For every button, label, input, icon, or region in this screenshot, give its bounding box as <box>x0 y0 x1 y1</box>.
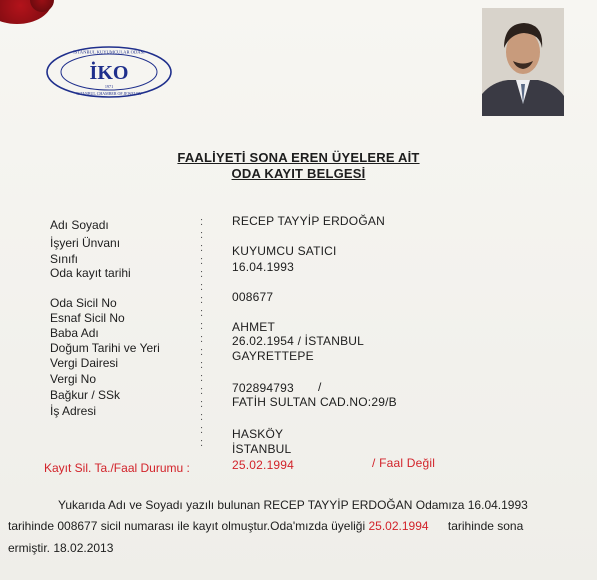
colon-separator: : <box>200 320 204 332</box>
footer-text-line2-part1: tarihinde 008677 sicil numarası ile kayıt olmuştur.Oda'mızda üyeliği <box>8 519 366 533</box>
value-faal-durumu: / Faal Değil <box>372 456 436 470</box>
document-title-line1: FAALİYETİ SONA EREN ÜYELERE AİT <box>177 150 420 165</box>
label-dogum-tarihi: Doğum Tarihi ve Yeri <box>50 341 160 355</box>
colon-separator: : <box>200 294 204 306</box>
value-vergi-no-separator: / <box>318 380 322 394</box>
label-baba-adi: Baba Adı <box>50 326 99 340</box>
label-esnaf-sicil-no: Esnaf Sicil No <box>50 311 125 325</box>
footer-text-line2-part2: tarihinde sona <box>447 519 524 533</box>
colon-separator: : <box>200 281 204 293</box>
colon-separator: : <box>200 411 204 423</box>
portrait-photo <box>482 8 564 116</box>
colon-separator: : <box>200 242 204 254</box>
logo-year-text: 1971 <box>104 84 114 89</box>
label-vergi-dairesi: Vergi Dairesi <box>50 356 119 370</box>
label-oda-kayit-tarihi: Oda kayıt tarihi <box>50 266 131 280</box>
label-isyeri-unvani: İşyeri Ünvanı <box>50 236 121 250</box>
value-kayit-sil-tarihi: 25.02.1994 <box>232 458 295 472</box>
value-vergi-dairesi: GAYRETTEPE <box>232 349 314 363</box>
value-oda-kayit-tarihi: 16.04.1993 <box>232 260 295 274</box>
colon-separator: : <box>200 333 204 345</box>
document-title-line2: ODA KAYIT BELGESİ <box>231 166 366 181</box>
footer-end-date: 25.02.1994 <box>368 519 429 533</box>
value-is-adresi-line1: FATİH SULTAN CAD.NO:29/B <box>232 395 397 409</box>
iko-logo <box>44 44 174 100</box>
label-vergi-no: Vergi No <box>50 372 97 386</box>
value-vergi-no: 702894793 <box>232 381 294 395</box>
colon-separator: : <box>200 216 204 228</box>
footer-text-line3: ermiştir. 18.02.2013 <box>8 541 114 555</box>
value-dogum-tarihi: 26.02.1954 / İSTANBUL <box>232 334 365 348</box>
colon-separator: : <box>200 372 204 384</box>
value-sinifi: KUYUMCU SATICI <box>232 244 337 258</box>
footer-text-line2 <box>8 519 523 533</box>
colon-separator: : <box>200 229 204 241</box>
colon-separator: : <box>200 346 204 358</box>
label-sinifi: Sınıfı <box>50 252 79 266</box>
colon-separator: : <box>200 385 204 397</box>
colon-separator: : <box>200 398 204 410</box>
logo-ring-bottom-text: ISTANBUL CHAMBER OF JEWELRY <box>76 91 142 96</box>
colon-separator: : <box>200 268 204 280</box>
label-kayit-sil-faal-durumu: Kayıt Sil. Ta./Faal Durumu : <box>44 461 190 475</box>
label-ad-soyad: Adı Soyadı <box>50 218 109 232</box>
footer-text-line1: Yukarıda Adı ve Soyadı yazılı bulunan RECEP TAYYİP ERDOĞAN Odamıza 16.04.1993 <box>58 498 528 512</box>
label-oda-sicil-no: Oda Sicil No <box>50 296 117 310</box>
logo-mark-text: İKO <box>89 62 129 84</box>
colon-separator: : <box>200 424 204 436</box>
logo-ring-top-text: İSTANBUL KUYUMCULAR ODASI <box>73 49 145 55</box>
colon-separator: : <box>200 437 204 449</box>
colon-separator: : <box>200 307 204 319</box>
value-oda-sicil-no: 008677 <box>232 290 274 304</box>
colon-separator: : <box>200 255 204 267</box>
value-baba-adi: AHMET <box>232 320 275 334</box>
label-bagkur-ssk: Bağkur / SSk <box>50 388 121 402</box>
colon-separator: : <box>200 359 204 371</box>
value-is-adresi-line2: HASKÖY <box>232 427 284 441</box>
label-is-adresi: İş Adresi <box>50 404 97 418</box>
value-is-adresi-line3: İSTANBUL <box>232 442 292 456</box>
value-ad-soyad: RECEP TAYYİP ERDOĞAN <box>232 214 385 228</box>
